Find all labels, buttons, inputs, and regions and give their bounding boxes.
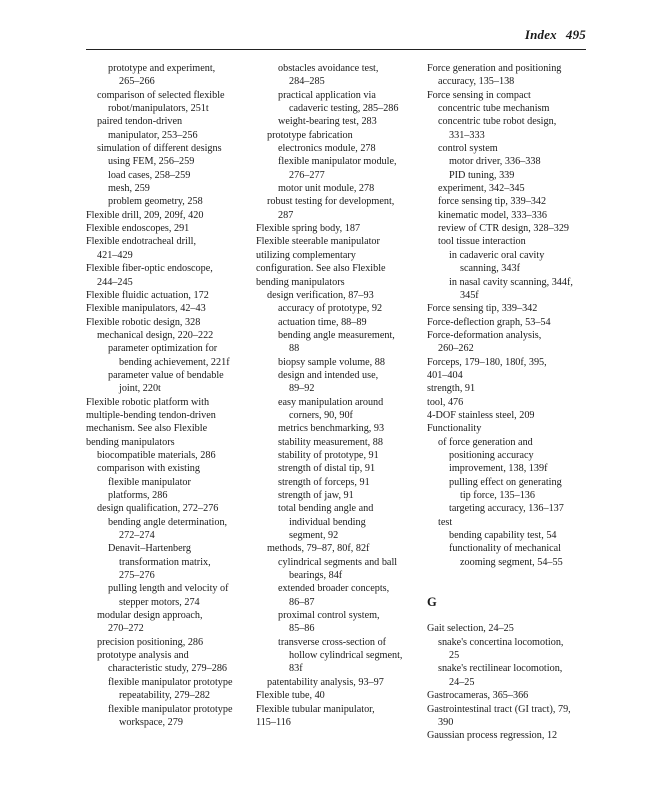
index-entry: strength, 91 [427,383,476,395]
index-entry: flexible manipulator module, [278,156,397,168]
index-entry: transverse cross-section of [278,636,387,648]
index-entry: 276–277 [289,169,325,181]
index-entry: characteristic study, 279–286 [108,663,228,675]
index-entry: Flexible drill, 209, 209f, 420 [86,209,204,221]
header-rule [86,49,586,50]
index-entry: patentability analysis, 93–97 [267,676,384,688]
index-entry: segment, 92 [289,530,339,542]
index-entry: methods, 79–87, 80f, 82f [267,543,370,555]
index-entry: Force-deformation analysis, [427,329,542,341]
index-entry: experiment, 342–345 [438,183,525,195]
index-entry: 270–272 [108,623,144,635]
index-entry: improvement, 138, 139f [449,463,548,475]
index-entry: transformation matrix, [119,556,211,568]
index-entry: Force-deflection graph, 53–54 [427,316,551,328]
index-entry: functionality of mechanical [449,543,562,555]
index-entry: in cadaveric oral cavity [449,249,545,261]
header-label: Index [524,27,557,42]
index-entry: 4-DOF stainless steel, 209 [427,409,535,421]
index-entry: individual bending [289,516,366,528]
index-entry: repeatability, 279–282 [119,690,211,702]
index-entry: Force sensing tip, 339–342 [427,303,538,315]
index-entry: 287 [278,209,294,221]
index-entry: simulation of different designs [97,143,222,155]
index-entry: Gastrointestinal tract (GI tract), 79, [427,703,571,715]
index-column-2 [256,62,422,729]
index-entry: prototype analysis and [97,650,189,662]
index-entry: 275–276 [119,570,155,582]
index-entry: Gastrocameras, 365–366 [427,690,529,702]
index-entry: tool tissue interaction [438,236,526,248]
section-gap [427,569,595,582]
index-entry: 331–333 [449,129,485,141]
index-entry: Force sensing in compact [427,89,531,101]
index-entry: Flexible manipulators, 42–43 [86,303,206,315]
index-entry: strength of forceps, 91 [278,476,370,488]
index-entry: bending angle measurement, [278,329,395,341]
index-entry: pulling effect on generating [449,476,562,488]
running-header [525,27,586,43]
index-entry: extended broader concepts, [278,583,390,595]
index-entry: Flexible endoscopes, 291 [86,223,190,235]
index-entry: design and intended use, [278,369,379,381]
index-entry: accuracy, 135–138 [438,76,515,88]
index-entry: stability measurement, 88 [278,436,383,448]
index-entry: robust testing for development, [267,196,395,208]
index-entry: design verification, 87–93 [267,289,374,301]
index-entry: biocompatible materials, 286 [97,449,216,461]
index-entry: 421–429 [97,249,133,261]
index-entry: Flexible spring body, 187 [256,223,361,235]
index-entry: strength of jaw, 91 [278,490,354,501]
index-entry: 345f [460,289,479,301]
index-entry: platforms, 286 [108,490,168,501]
index-entry: 25 [449,650,460,662]
index-entry: biopsy sample volume, 88 [278,356,385,368]
index-entry: manipulator, 253–256 [108,129,198,141]
index-entry: 272–274 [119,530,155,542]
index-entry: Flexible tube, 40 [256,690,325,702]
index-entry: tip force, 135–136 [460,490,535,501]
index-entry: using FEM, 256–259 [108,156,195,168]
index-entry: comparison of selected flexible [97,89,225,101]
index-entry: PID tuning, 339 [449,169,515,181]
index-entry: obstacles avoidance test, [278,63,379,74]
index-entry: Forceps, 179–180, 180f, 395, [427,356,547,368]
index-entry: flexible manipulator prototype [108,676,233,688]
index-entry: metrics benchmarking, 93 [278,423,385,435]
index-entry: Flexible fluidic actuation, 172 [86,289,209,301]
index-entry: problem geometry, 258 [108,196,203,208]
index-entry: weight-bearing test, 283 [278,116,377,128]
index-entry: accuracy of prototype, 92 [278,303,383,315]
index-entry: snake's concertina locomotion, [438,636,564,648]
index-entry: 265–266 [119,76,155,88]
index-entry: of force generation and [438,436,533,448]
index-entry: hollow cylindrical segment, [289,650,403,662]
index-column-1 [86,62,252,729]
index-entry: snake's rectilinear locomotion, [438,663,563,675]
index-entry: Gait selection, 24–25 [427,623,514,635]
index-entry: 24–25 [449,676,475,688]
index-entry: utilizing complementary [256,249,356,261]
index-entry: concentric tube mechanism [438,103,550,115]
index-entry: cylindrical segments and ball [278,556,398,568]
index-entry: joint, 220t [119,383,161,395]
index-entry: flexible manipulator prototype [108,703,233,715]
index-entry: scanning, 343f [460,263,520,275]
index-entry: motor unit module, 278 [278,183,375,195]
page-number: 495 [565,27,586,42]
index-entry: total bending angle and [278,503,374,515]
index-entry: bending manipulators [256,276,345,288]
index-entry: test [438,516,453,528]
index-entry: force sensing tip, 339–342 [438,196,547,208]
index-entry: actuation time, 88–89 [278,316,367,328]
section-letter-heading: G [427,594,437,609]
index-entry: mechanism. See also Flexible [86,423,208,435]
index-entry: practical application via [278,89,376,101]
index-entry: control system [438,143,498,155]
index-entry: Denavit–Hartenberg [108,543,191,555]
index-entry: load cases, 258–259 [108,169,191,181]
index-entry: easy manipulation around [278,396,384,408]
index-entry: bending achievement, 221f [119,356,230,368]
index-entry: 83f [289,663,303,675]
index-entry: in nasal cavity scanning, 344f, [449,276,573,288]
index-entry: Flexible robotic platform with [86,396,210,408]
index-entry: Functionality [427,423,482,435]
index-entry: 85–86 [289,623,315,635]
index-entry: 401–404 [427,369,463,381]
index-entry: stepper motors, 274 [119,596,200,608]
index-entry: design qualification, 272–276 [97,503,219,515]
index-entry: positioning accuracy [449,449,534,461]
index-entry: 89–92 [289,383,315,395]
index-entry: parameter value of bendable [108,369,224,381]
index-entry: corners, 90, 90f [289,409,353,421]
index-entry: Flexible robotic design, 328 [86,316,201,328]
index-entry: bending angle determination, [108,516,228,528]
index-entry: 88 [289,343,300,355]
index-entry: 260–262 [438,343,474,355]
index-entry: comparison with existing [97,463,200,475]
index-entry: parameter optimization for [108,343,218,355]
index-entry: motor driver, 336–338 [449,156,541,168]
index-entry: concentric tube robot design, [438,116,557,128]
index-entry: strength of distal tip, 91 [278,463,376,475]
index-entry: Flexible endotracheal drill, [86,236,197,248]
index-entry: 115–116 [256,716,291,728]
index-entry: Flexible fiber-optic endoscope, [86,263,213,275]
index-entry: targeting accuracy, 136–137 [449,503,564,515]
index-entry: Flexible steerable manipulator [256,236,380,248]
index-entry: flexible manipulator [108,476,191,488]
index-entry: configuration. See also Flexible [256,263,386,275]
index-entry: mesh, 259 [108,183,150,195]
index-entry: electronics module, 278 [278,143,376,155]
index-entry: 86–87 [289,596,315,608]
index-column-3 [427,62,595,743]
index-entry: Force generation and positioning [427,63,562,74]
index-entry: stability of prototype, 91 [278,449,379,461]
index-entry: tool, 476 [427,396,464,408]
index-entry: Gaussian process regression, 12 [427,730,558,742]
index-entry: kinematic model, 333–336 [438,209,547,221]
index-entry: cadaveric testing, 285–286 [289,103,399,115]
index-entry: bearings, 84f [289,570,343,582]
index-entry: bending capability test, 54 [449,530,557,542]
index-entry: proximal control system, [278,610,380,622]
index-entry: multiple-bending tendon-driven [86,409,216,421]
index-entry: workspace, 279 [119,716,183,728]
index-entry: paired tendon-driven [97,116,183,128]
index-entry: precision positioning, 286 [97,636,204,648]
index-entry: bending manipulators [86,436,175,448]
index-entry: zooming segment, 54–55 [460,556,563,568]
index-entry: 284–285 [289,76,325,88]
index-entry: 390 [438,716,454,728]
index-entry: mechanical design, 220–222 [97,329,214,341]
index-entry: Flexible tubular manipulator, [256,703,375,715]
index-entry: modular design approach, [97,610,203,622]
index-entry: prototype and experiment, [108,63,216,74]
index-entry: review of CTR design, 328–329 [438,223,570,235]
index-entry: 244–245 [97,276,133,288]
index-entry: prototype fabrication [267,129,353,141]
index-entry: pulling length and velocity of [108,583,229,595]
index-entry: robot/manipulators, 251t [108,103,209,115]
